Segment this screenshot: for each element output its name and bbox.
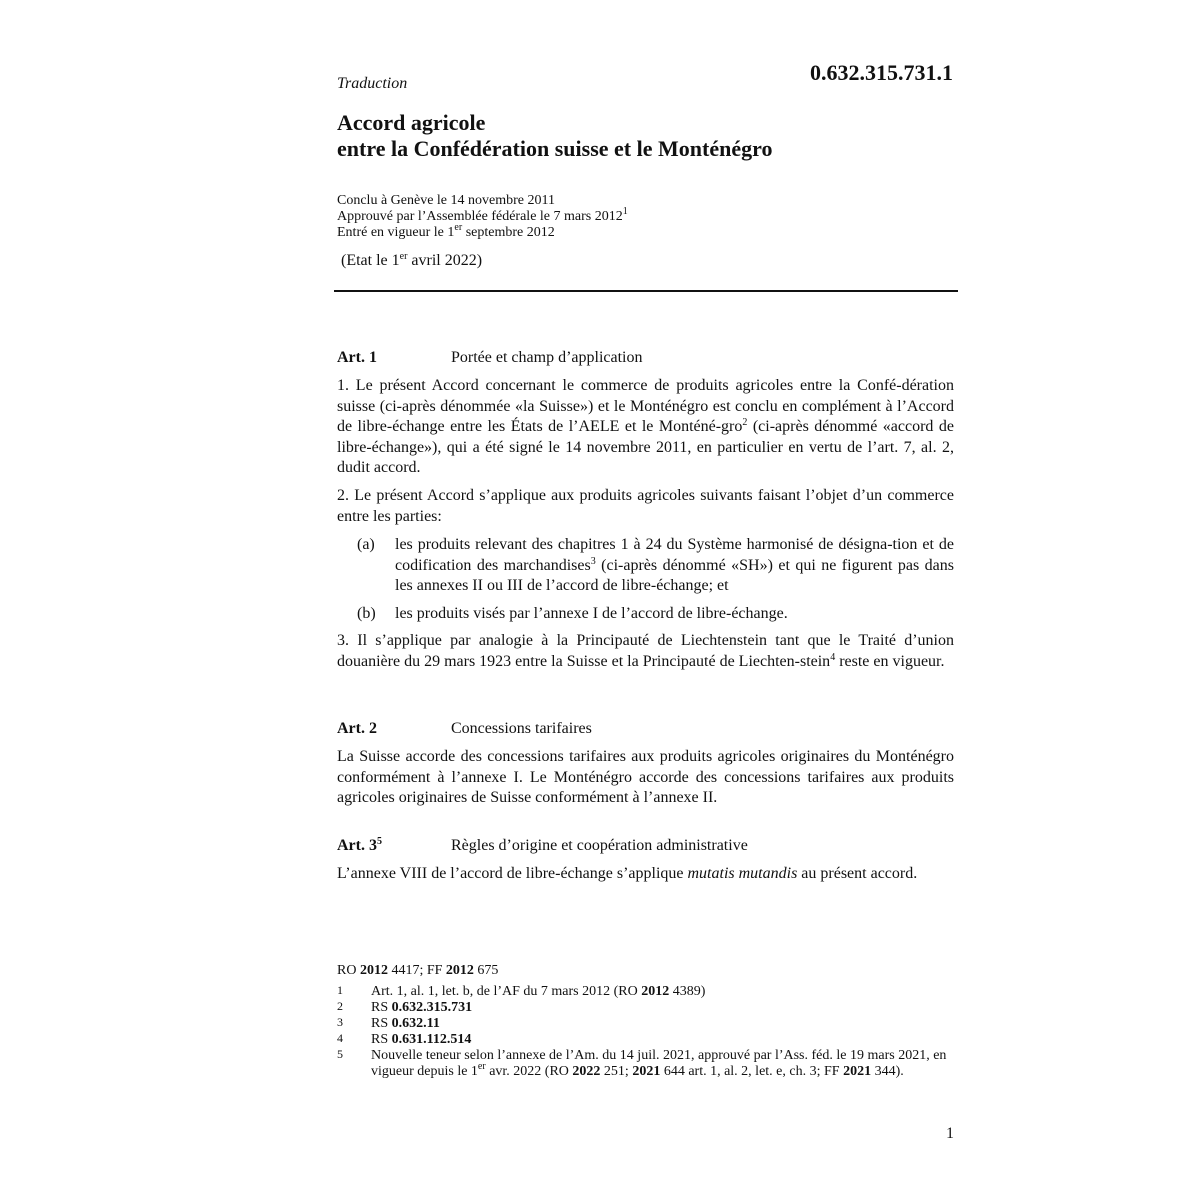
- art1-item-b: [357, 604, 954, 625]
- document-title: [337, 110, 772, 162]
- footnote-2-number: 2: [337, 999, 343, 1013]
- footnote-1-text: [371, 984, 954, 1000]
- footnote-3-number: 3: [337, 1015, 343, 1029]
- state-suffix: avril 2022): [407, 252, 483, 269]
- footnote-2: [337, 1000, 954, 1016]
- translation-label: Traduction: [337, 75, 408, 92]
- fn1-text-a: Art. 1, al. 1, let. b, de l’AF du 7 mars 2012 (RO: [371, 984, 642, 999]
- footnote-4-text: [371, 1032, 954, 1048]
- art2-title: Concessions tarifaires: [451, 720, 592, 737]
- art1-paragraph-1: [337, 376, 954, 479]
- meta-entered-sup: er: [454, 222, 463, 233]
- title-line-1: Accord agricole: [337, 110, 486, 135]
- art1-paragraph-3: [337, 631, 954, 672]
- fn1-text-b: 4389): [669, 984, 706, 999]
- footnote-source: [337, 962, 498, 979]
- art3-p1-text-a: L’annexe VIII de l’accord de libre-échange s’applique: [337, 865, 688, 882]
- footnote-ref-2: 2: [742, 417, 748, 428]
- footnote-ref-5: 5: [376, 836, 382, 847]
- item-a-text: [395, 535, 954, 597]
- art1-paragraph-2: 2. Le présent Accord s’applique aux produits agricoles suivants faisant l’objet d’un commerce entre les parties:: [337, 487, 954, 525]
- state-prefix: (Etat le 1: [341, 252, 400, 269]
- art2-heading: [337, 719, 957, 739]
- fn1-bold: 2012: [641, 984, 670, 999]
- fn5-sup: er: [477, 1061, 486, 1072]
- document-meta: [337, 193, 628, 241]
- source-ro-page: 4417; FF: [387, 963, 446, 978]
- fn5-bold-3: 2021: [843, 1064, 872, 1079]
- fn5-text-d: 644 art. 1, al. 2, let. e, ch. 3; FF: [660, 1064, 844, 1079]
- footnote-5-number: 5: [337, 1047, 343, 1061]
- art3-number: [337, 836, 451, 856]
- art1-title: Portée et champ d’application: [451, 349, 643, 366]
- footnote-ref-4: 4: [830, 651, 836, 663]
- title-line-2: entre la Confédération suisse et le Monténégro: [337, 136, 773, 161]
- footnote-4-number: 4: [337, 1031, 343, 1045]
- meta-entered: [337, 222, 628, 241]
- fn2-text-a: RS: [371, 1000, 392, 1015]
- footnote-3: [337, 1016, 954, 1032]
- footnote-4: [337, 1032, 954, 1048]
- footnote-ref-3: 3: [590, 555, 596, 567]
- art1-item-a: [357, 535, 954, 597]
- fn4-text-a: RS: [371, 1032, 392, 1047]
- art1-p3-text-b: reste en vigueur.: [835, 652, 945, 670]
- art1-number: Art. 1: [337, 349, 377, 366]
- art3-title: Règles d’origine et coopération administrative: [451, 837, 748, 854]
- meta-approved-text: Approuvé par l’Assemblée fédérale le 7 mars 2012: [337, 209, 623, 224]
- meta-concluded: Conclu à Genève le 14 novembre 2011: [337, 193, 555, 208]
- state-date: [341, 251, 482, 271]
- fn5-bold-1: 2022: [572, 1064, 601, 1079]
- fn2-bold: 0.632.315.731: [391, 1000, 473, 1015]
- source-ro-year: 2012: [359, 963, 388, 978]
- footnote-1-number: 1: [337, 983, 343, 997]
- art3-heading: [337, 836, 957, 856]
- item-a-text-1: les produits relevant des chapitres 1 à 24 du Système harmonisé de désigna-tion et de codification des marchandises: [395, 536, 954, 574]
- art2-paragraph-1: La Suisse accorde des concessions tarifaires aux produits agricoles originaires du Monténégro conformément à l’annexe I. Le Monténégro accorde des concessions tarifaires aux produits agricoles originaires de Suisse conformément à l’annexe II.: [337, 748, 954, 806]
- item-b-mark: (b): [357, 605, 376, 622]
- fn5-text-a: Nouvelle teneur selon l’annexe de l’Am. du 14 juil. 2021, approuvé par l’Ass. féd. le 19 mars 2021, en vigueur depuis le 1: [371, 1048, 947, 1079]
- art1-p3-text-a: 3. Il s’applique par analogie à la Principauté de Liechtenstein tant que le Traité d’union douanière du 29 mars 1923 entre la Suisse et la Principauté de Liechten-stein: [337, 632, 954, 670]
- source-ff-page: 675: [473, 963, 499, 978]
- header-divider: [334, 290, 958, 292]
- meta-approved: [337, 206, 628, 225]
- art3-p1-italic: mutatis mutandis: [687, 865, 798, 882]
- art1-p1-text-a: 1. Le présent Accord concernant le commerce de produits agricoles entre la Confé-dération suisse (ci-après dénommée «la Suisse») et le Monténégro est conclu en complément à l’Accord de libre-échange entre les États de l’AELE et le Monténé-gro: [337, 377, 954, 435]
- art3-p1-text-b: au présent accord.: [797, 865, 918, 882]
- art1-p1-text-b: (ci-après dénommé «accord de libre-échange»), qui a été signé le 14 novembre 2011, en particulier en vertu de l’art. 7, al. 2, dudit accord.: [337, 418, 954, 476]
- fn5-text-b: avr. 2022 (RO: [485, 1064, 573, 1079]
- item-a-mark: (a): [357, 536, 375, 553]
- meta-entered-prefix: Entré en vigueur le 1: [337, 225, 455, 240]
- fn4-bold: 0.631.112.514: [391, 1032, 472, 1047]
- meta-entered-suffix: septembre 2012: [462, 225, 555, 240]
- item-b-text: les produits visés par l’annexe I de l’accord de libre-échange.: [395, 605, 788, 622]
- art3-paragraph-1: [337, 864, 954, 885]
- footnote-3-text: [371, 1016, 954, 1032]
- fn5-text-c: 251;: [600, 1064, 633, 1079]
- footnote-5: [337, 1048, 954, 1080]
- source-ff-year: 2012: [445, 963, 474, 978]
- art3-number-text: Art. 3: [337, 837, 377, 854]
- footnote-2-text: [371, 1000, 954, 1016]
- state-sup: er: [399, 251, 408, 262]
- page-number: 1: [946, 1125, 954, 1142]
- item-a-text-2: (ci-après dénommé «SH») et qui ne figurent pas dans les annexes II ou III de l’accord de libre-échange; et: [395, 556, 954, 594]
- fn3-text-a: RS: [371, 1016, 392, 1031]
- source-ro-label: RO: [337, 963, 360, 978]
- footnote-ref-1: 1: [622, 206, 628, 217]
- fn3-bold: 0.632.11: [391, 1016, 440, 1031]
- footnote-1: [337, 984, 954, 1000]
- art2-number: Art. 2: [337, 720, 377, 737]
- fn5-text-e: 344).: [871, 1064, 904, 1079]
- footnote-5-text: [371, 1048, 954, 1080]
- fn5-bold-2: 2021: [632, 1064, 661, 1079]
- rs-number: 0.632.315.731.1: [810, 60, 953, 85]
- art1-heading: [337, 348, 957, 368]
